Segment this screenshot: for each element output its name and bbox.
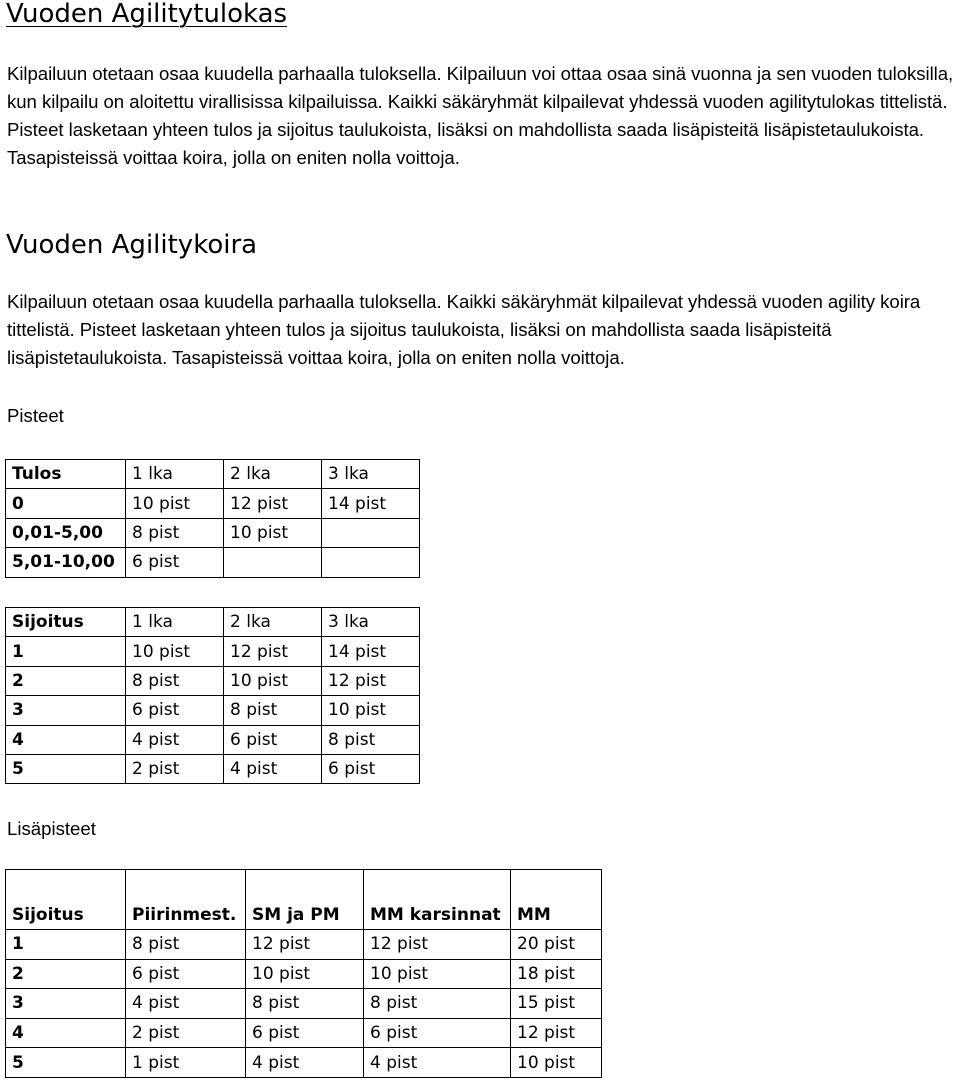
table-cell: 6 pist bbox=[126, 959, 246, 989]
heading-agilitytulokas: Vuoden Agilitytulokas bbox=[6, 0, 288, 29]
table-row bbox=[6, 725, 420, 754]
table-row bbox=[6, 548, 420, 577]
table-header-cell: SM ja PM bbox=[246, 870, 364, 930]
table-cell: 2 pist bbox=[126, 1018, 246, 1048]
table-header-cell: Tulos bbox=[6, 460, 126, 489]
table-cell: 12 pist bbox=[322, 666, 420, 695]
table-header-cell: MM karsinnat bbox=[364, 870, 511, 930]
paragraph-agilitykoira: Kilpailuun otetaan osaa kuudella parhaalla tuloksella. Kaikki säkäryhmät kilpailevat yhdessä vuoden agility koira tittelistä. Pisteet lasketaan yhteen tulos ja sijoitus taulukoista, lisäksi on mahdollista saada lisäpisteitä lisäpistetaulukoista. Tasapisteissä voittaa koira, jolla on eniten nolla voittoja. bbox=[7, 291, 921, 368]
table-header-cell: Piirinmest. bbox=[126, 870, 246, 930]
subheading-points: Pisteet bbox=[7, 405, 64, 426]
table-cell: 0 bbox=[6, 489, 126, 518]
table-cell: 8 pist bbox=[224, 696, 322, 725]
table-cell: 4 pist bbox=[224, 754, 322, 783]
table-row bbox=[6, 637, 420, 666]
table-cell: 10 pist bbox=[511, 1048, 602, 1078]
table-row bbox=[6, 1048, 602, 1078]
table-row bbox=[6, 489, 420, 518]
table-row bbox=[6, 666, 420, 695]
heading-agilitykoira: Vuoden Agilitykoira bbox=[6, 230, 258, 260]
table-header-row bbox=[6, 460, 420, 489]
table-cell: 10 pist bbox=[364, 959, 511, 989]
table-cell: 8 pist bbox=[322, 725, 420, 754]
table-cell: 15 pist bbox=[511, 989, 602, 1019]
table-cell bbox=[322, 518, 420, 547]
table-cell: 6 pist bbox=[126, 696, 224, 725]
table-cell: 6 pist bbox=[322, 754, 420, 783]
table-cell: 4 bbox=[6, 1018, 126, 1048]
table-cell: 5,01-10,00 bbox=[6, 548, 126, 577]
table-cell: 10 pist bbox=[322, 696, 420, 725]
table-cell: 20 pist bbox=[511, 930, 602, 960]
table-cell: 1 bbox=[6, 637, 126, 666]
paragraph-agilitytulokas: Kilpailuun otetaan osaa kuudella parhaalla tuloksella. Kilpailuun voi ottaa osaa sinä vuonna ja sen vuoden tuloksilla, kun kilpailu on aloitettu virallisissa kilpailuissa. Kaikki säkäryhmät kilpailevat yhdessä vuoden agilitytulokas tittelistä. Pisteet lasketaan yhteen tulos ja sijoitus taulukoista, lisäksi on mahdollista saada lisäpisteitä lisäpistetaulukoista. Tasapisteissä voittaa koira, jolla on eniten nolla voittoja. bbox=[7, 63, 954, 168]
table-row bbox=[6, 696, 420, 725]
table-header-row bbox=[6, 608, 420, 637]
table-cell: 1 pist bbox=[126, 1048, 246, 1078]
placement-points-table bbox=[5, 607, 420, 784]
table-row bbox=[6, 930, 602, 960]
table-row bbox=[6, 754, 420, 783]
table-cell: 12 pist bbox=[224, 489, 322, 518]
table-cell: 10 pist bbox=[246, 959, 364, 989]
table-cell: 3 bbox=[6, 696, 126, 725]
bonus-points-table bbox=[5, 869, 602, 1078]
table-cell: 14 pist bbox=[322, 637, 420, 666]
table-cell: 10 pist bbox=[224, 518, 322, 547]
table-header-cell: 3 lka bbox=[322, 460, 420, 489]
table-cell: 4 pist bbox=[126, 725, 224, 754]
table-cell: 10 pist bbox=[224, 666, 322, 695]
table-cell: 5 bbox=[6, 1048, 126, 1078]
table-cell: 12 pist bbox=[246, 930, 364, 960]
table-cell: 2 pist bbox=[126, 754, 224, 783]
table-header-cell: Sijoitus bbox=[6, 608, 126, 637]
table-cell: 12 pist bbox=[364, 930, 511, 960]
table-cell bbox=[322, 548, 420, 577]
table-cell: 8 pist bbox=[364, 989, 511, 1019]
table-cell: 0,01-5,00 bbox=[6, 518, 126, 547]
table-cell: 8 pist bbox=[126, 930, 246, 960]
table-cell: 8 pist bbox=[126, 518, 224, 547]
table-cell: 10 pist bbox=[126, 637, 224, 666]
table-cell: 4 pist bbox=[246, 1048, 364, 1078]
table-cell: 1 bbox=[6, 930, 126, 960]
table-header-row bbox=[6, 870, 602, 930]
table-row bbox=[6, 989, 602, 1019]
table-row bbox=[6, 518, 420, 547]
table-cell: 5 bbox=[6, 754, 126, 783]
table-cell: 12 pist bbox=[224, 637, 322, 666]
table-cell: 2 bbox=[6, 959, 126, 989]
table-cell bbox=[224, 548, 322, 577]
table-cell: 10 pist bbox=[126, 489, 224, 518]
table-header-cell: MM bbox=[511, 870, 602, 930]
table-header-cell: 1 lka bbox=[126, 608, 224, 637]
table-cell: 8 pist bbox=[246, 989, 364, 1019]
table-cell: 8 pist bbox=[126, 666, 224, 695]
table-cell: 18 pist bbox=[511, 959, 602, 989]
table-cell: 6 pist bbox=[126, 548, 224, 577]
table-cell: 6 pist bbox=[246, 1018, 364, 1048]
table-header-cell: 2 lka bbox=[224, 608, 322, 637]
table-cell: 3 bbox=[6, 989, 126, 1019]
table-header-cell: 2 lka bbox=[224, 460, 322, 489]
table-cell: 6 pist bbox=[224, 725, 322, 754]
table-cell: 4 pist bbox=[364, 1048, 511, 1078]
table-header-cell: 1 lka bbox=[126, 460, 224, 489]
table-cell: 2 bbox=[6, 666, 126, 695]
result-points-table bbox=[5, 459, 420, 578]
table-row bbox=[6, 1018, 602, 1048]
table-cell: 12 pist bbox=[511, 1018, 602, 1048]
table-cell: 14 pist bbox=[322, 489, 420, 518]
table-header-cell: 3 lka bbox=[322, 608, 420, 637]
table-cell: 4 bbox=[6, 725, 126, 754]
table-header-cell: Sijoitus bbox=[6, 870, 126, 930]
table-cell: 6 pist bbox=[364, 1018, 511, 1048]
subheading-bonus: Lisäpisteet bbox=[7, 818, 96, 839]
table-row bbox=[6, 959, 602, 989]
table-cell: 4 pist bbox=[126, 989, 246, 1019]
